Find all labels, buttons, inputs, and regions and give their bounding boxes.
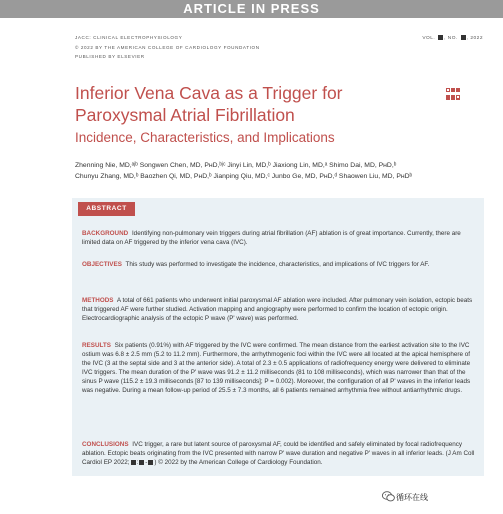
article-subtitle: Incidence, Characteristics, and Implications — [75, 130, 335, 145]
publisher-line: PUBLISHED BY ELSEVIER — [75, 54, 145, 59]
citation-placeholder-2 — [139, 460, 144, 465]
author-line-2: Chunyu Zhang, MD,ᵇ Baozhen Qi, MD, PʜD,ᵇ Jianping Qiu, MD,ᶜ Junbo Ge, MD, PʜD,ᵈ Shaowen Liu, MD, PʜDᵇ — [75, 173, 413, 180]
author-line-1: Zhenning Nie, MD,ᵃʲᵇ Songwen Chen, MD, PʜD,ᵇʲᶜ Jinyi Lin, MD,ᵇ Jiaxiong Lin, MD,ᵃ Shimo Dai, MD, PʜD,ᵇ — [75, 162, 397, 169]
volume-placeholder — [438, 35, 443, 40]
methods-heading: METHODS — [82, 297, 114, 304]
abstract-methods — [82, 296, 477, 323]
background-text: Identifying non-pulmonary vein triggers during atrial fibrillation (AF) ablation is of great importance. Currently, there are limited data on AF triggered by the inferior vena cava (IVC). — [82, 230, 461, 247]
background-heading: BACKGROUND — [82, 230, 129, 237]
abstract-label: ABSTRACT — [78, 202, 135, 216]
crossmark-icon[interactable] — [445, 86, 461, 102]
number-prefix: NO. — [447, 36, 458, 41]
objectives-heading: OBJECTIVES — [82, 261, 122, 268]
citation-suffix: ) © 2022 by the American College of Cardiology Foundation. — [154, 459, 323, 467]
citation-prefix: (J Am Coll Cardiol EP 2022; — [82, 450, 475, 467]
results-text: Six patients (0.91%) with AF triggered by the IVC were confirmed. The mean distance from the earliest activation site to the IVC ostium was 6.8 ± 2.5 mm (5.2 to 11.2 mm). Furthermore, the arrhythmogenic foci within the IVC were all located at the apical hemisphere of the IVC (3 at the septal side and 3 at the anterior side). A total of 2.3 ± 0.5 applications of radiofrequency energy were delivered to eliminate IVC triggers. The mean duration of the P' wave was 91.2 ± 11.2 milliseconds (81 to 108 milliseconds), which was narrower than that of the sinus P wave (115.2 ± 19.3 milliseconds [87 to 139 milliseconds]; P = 0.002). Moreover, the configuration of all P' waves in the inferior leads was negative. During a mean follow-up period of 25.5 ± 7.3 months, all 6 patients remained arrhythmia free without antiarrhythmic drugs. — [82, 342, 471, 395]
copyright-line: © 2022 BY THE AMERICAN COLLEGE OF CARDIOLOGY FOUNDATION — [75, 45, 260, 50]
volume-info: VOL. , NO. , 2022 — [422, 36, 483, 41]
methods-text: A total of 661 patients who underwent initial paroxysmal AF ablation were included. After pulmonary vein isolation, ectopic beats that triggered AF were further studied. Activation mapping and angiography were performed to confirm the location of ectopic origin. Electrocardiographic analysis of the ectopic P wave (P' wave) was performed. — [82, 297, 473, 323]
objectives-text: This study was performed to investigate the incidence, characteristics, and implications of IVC triggers for AF. — [125, 261, 430, 268]
citation-placeholder-1 — [131, 460, 136, 465]
journal-name: JACC: CLINICAL ELECTROPHYSIOLOGY — [75, 35, 183, 40]
article-in-press-banner: ARTICLE IN PRESS — [0, 0, 503, 18]
watermark-text: 循环在线 — [396, 493, 428, 502]
author-list — [75, 160, 475, 182]
volume-year: 2022 — [470, 36, 483, 41]
number-placeholder — [461, 35, 466, 40]
wechat-icon — [382, 491, 395, 502]
abstract-background — [82, 229, 477, 247]
conclusions-text: IVC trigger, a rare but latent source of paroxysmal AF, could be identified and safely eliminated by focal radiofrequency ablation. Ectopic beats originating from the IVC presented with narrow P' wave duration and negative P' waves in all inferior leads. — [82, 441, 463, 458]
results-heading: RESULTS — [82, 342, 111, 349]
abstract-results — [82, 341, 477, 396]
abstract-objectives — [82, 260, 477, 269]
abstract-conclusions: CONCLUSIONS IVC trigger, a rare but latent source of paroxysmal AF, could be identified and safely eliminated by focal radiofrequency ablation. Ectopic beats originating from the IVC presented with narrow P' wave duration and negative P' waves in all inferior leads. (J Am Coll Cardiol EP 2022; : - ) © 2022 by the American College of Cardiology Foundation. — [82, 441, 475, 467]
article-title: Inferior Vena Cava as a Trigger for Paroxysmal Atrial Fibrillation — [75, 83, 343, 125]
citation-placeholder-3 — [148, 460, 153, 465]
volume-prefix: VOL. — [422, 36, 436, 41]
conclusions-heading: CONCLUSIONS — [82, 441, 129, 448]
